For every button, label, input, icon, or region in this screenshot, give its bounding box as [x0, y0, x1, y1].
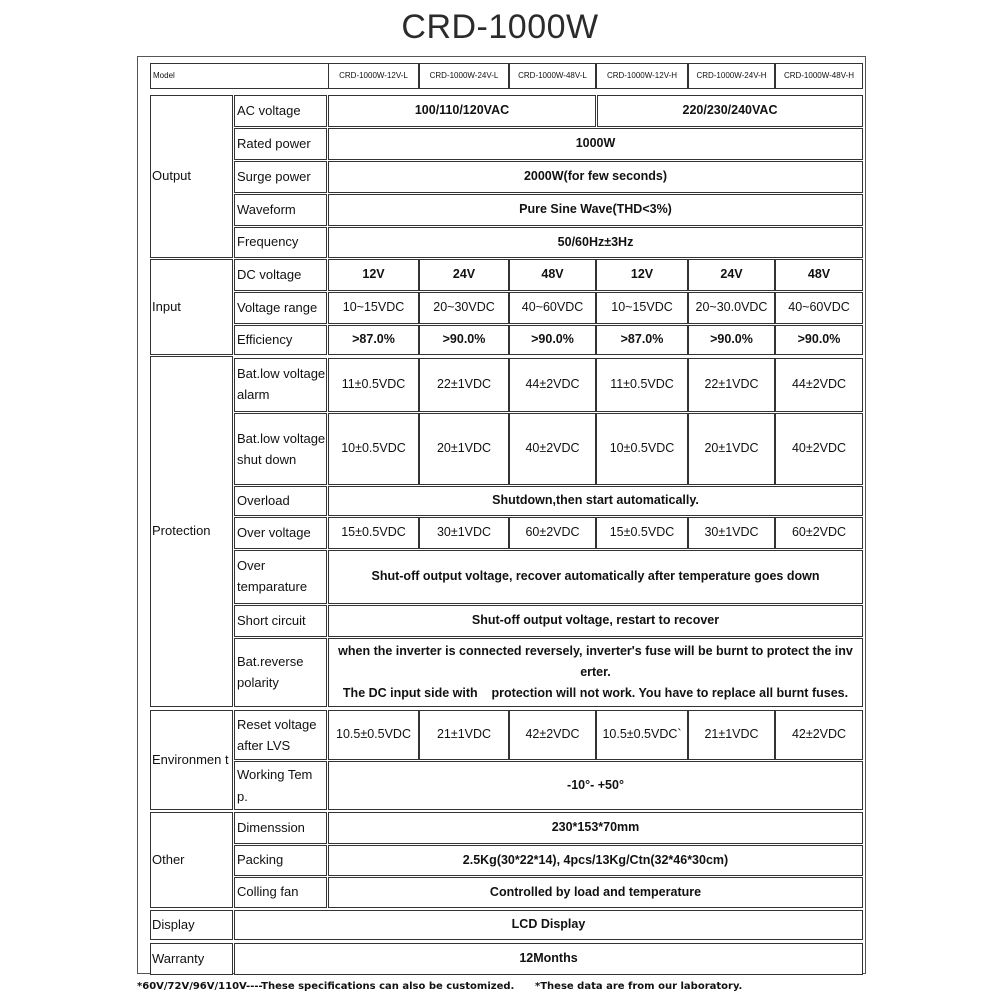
row-label-dc-voltage: DC voltage: [234, 259, 327, 291]
over-voltage-24v-h: 30±1VDC: [688, 517, 775, 549]
display-value: LCD Display: [234, 910, 863, 940]
row-label-rated-power: Rated power: [234, 128, 327, 160]
row-label-voltage-range: Voltage range: [234, 292, 327, 324]
model-header-12v-h: CRD-1000W-12V-H: [596, 63, 688, 89]
model-header-24v-h: CRD-1000W-24V-H: [688, 63, 775, 89]
section-environment: Environmen t: [150, 710, 233, 810]
section-warranty: Warranty: [150, 943, 233, 975]
dc-voltage-24v-h: 24V: [688, 259, 775, 291]
row-label-cooling-fan: Colling fan: [234, 877, 327, 908]
row-label-dimension: Dimenssion: [234, 812, 327, 844]
voltage-range-12v-h: 10~15VDC: [596, 292, 688, 324]
low-shutdown-12v-l: 10±0.5VDC: [328, 413, 419, 485]
dc-voltage-12v-l: 12V: [328, 259, 419, 291]
row-label-over-temperature: Over temparature: [234, 550, 327, 604]
surge-power-value: 2000W(for few seconds): [328, 161, 863, 193]
model-header-label: Model: [150, 63, 462, 89]
rated-power-value: 1000W: [328, 128, 863, 160]
warranty-value: 12Months: [234, 943, 863, 975]
low-alarm-12v-h: 11±0.5VDC: [596, 358, 688, 412]
dimension-value: 230*153*70mm: [328, 812, 863, 844]
low-alarm-48v-h: 44±2VDC: [775, 358, 863, 412]
ac-voltage-low: 100/110/120VAC: [328, 95, 596, 127]
efficiency-48v-h: >90.0%: [775, 325, 863, 355]
reset-voltage-48v-l: 42±2VDC: [509, 710, 596, 760]
row-label-low-shutdown: Bat.low voltage shut down: [234, 413, 327, 485]
section-protection: Protection: [150, 356, 233, 707]
spec-table: [137, 56, 866, 974]
footnote-laboratory: *These data are from our laboratory.: [535, 981, 743, 992]
voltage-range-48v-h: 40~60VDC: [775, 292, 863, 324]
model-header-12v-l: CRD-1000W-12V-L: [328, 63, 419, 89]
packing-value: 2.5Kg(30*22*14), 4pcs/13Kg/Ctn(32*46*30cm): [328, 845, 863, 876]
section-output: Output: [150, 95, 233, 258]
row-label-overload: Overload: [234, 486, 327, 516]
ac-voltage-high: 220/230/240VAC: [597, 95, 863, 127]
row-label-working-temp: Working Tem p.: [234, 761, 327, 810]
reverse-polarity-line2: The DC input side with protection will not work. You have to replace all burnt fuses.: [342, 686, 849, 701]
over-voltage-48v-h: 60±2VDC: [775, 517, 863, 549]
low-shutdown-48v-h: 40±2VDC: [775, 413, 863, 485]
dc-voltage-48v-h: 48V: [775, 259, 863, 291]
section-display: Display: [150, 910, 233, 940]
efficiency-12v-l: >87.0%: [328, 325, 419, 355]
row-label-low-alarm: Bat.low voltage alarm: [234, 358, 327, 412]
row-label-reverse-polarity: Bat.reverse polarity: [234, 638, 327, 707]
reverse-polarity-value: [328, 638, 863, 707]
cooling-fan-value: Controlled by load and temperature: [328, 877, 863, 908]
row-label-frequency: Frequency: [234, 227, 327, 258]
overload-value: Shutdown,then start automatically.: [328, 486, 863, 516]
efficiency-24v-l: >90.0%: [419, 325, 509, 355]
over-voltage-12v-l: 15±0.5VDC: [328, 517, 419, 549]
efficiency-24v-h: >90.0%: [688, 325, 775, 355]
section-other: Other: [150, 812, 233, 908]
reverse-polarity-line1: when the inverter is connected reversely, inverter's fuse will be burnt to protect the inv erter.: [338, 643, 853, 679]
row-label-short-circuit: Short circuit: [234, 605, 327, 637]
row-label-efficiency: Efficiency: [234, 325, 327, 355]
low-alarm-12v-l: 11±0.5VDC: [328, 358, 419, 412]
dc-voltage-24v-l: 24V: [419, 259, 509, 291]
frequency-value: 50/60Hz±3Hz: [328, 227, 863, 258]
over-temperature-value: Shut-off output voltage, recover automatically after temperature goes down: [328, 550, 863, 604]
low-shutdown-12v-h: 10±0.5VDC: [596, 413, 688, 485]
over-voltage-24v-l: 30±1VDC: [419, 517, 509, 549]
footnote-customization: *60V/72V/96V/110V----These specifications can also be customized.: [137, 981, 515, 992]
low-shutdown-24v-h: 20±1VDC: [688, 413, 775, 485]
reset-voltage-24v-l: 21±1VDC: [419, 710, 509, 760]
reset-voltage-12v-h: 10.5±0.5VDC`: [596, 710, 688, 760]
low-alarm-48v-l: 44±2VDC: [509, 358, 596, 412]
dc-voltage-48v-l: 48V: [509, 259, 596, 291]
waveform-value: Pure Sine Wave(THD<3%): [328, 194, 863, 226]
voltage-range-12v-l: 10~15VDC: [328, 292, 419, 324]
model-header-24v-l: CRD-1000W-24V-L: [419, 63, 509, 89]
low-alarm-24v-h: 22±1VDC: [688, 358, 775, 412]
voltage-range-24v-h: 20~30.0VDC: [688, 292, 775, 324]
dc-voltage-12v-h: 12V: [596, 259, 688, 291]
row-label-ac-voltage: AC voltage: [234, 95, 327, 127]
low-shutdown-48v-l: 40±2VDC: [509, 413, 596, 485]
efficiency-12v-h: >87.0%: [596, 325, 688, 355]
row-label-over-voltage: Over voltage: [234, 517, 327, 549]
efficiency-48v-l: >90.0%: [509, 325, 596, 355]
low-alarm-24v-l: 22±1VDC: [419, 358, 509, 412]
over-voltage-48v-l: 60±2VDC: [509, 517, 596, 549]
low-shutdown-24v-l: 20±1VDC: [419, 413, 509, 485]
voltage-range-48v-l: 40~60VDC: [509, 292, 596, 324]
short-circuit-value: Shut-off output voltage, restart to recover: [328, 605, 863, 637]
section-input: Input: [150, 259, 233, 355]
row-label-waveform: Waveform: [234, 194, 327, 226]
reset-voltage-12v-l: 10.5±0.5VDC: [328, 710, 419, 760]
row-label-packing: Packing: [234, 845, 327, 876]
model-header-48v-l: CRD-1000W-48V-L: [509, 63, 596, 89]
page-title: CRD-1000W: [401, 8, 599, 46]
voltage-range-24v-l: 20~30VDC: [419, 292, 509, 324]
row-label-reset-voltage: Reset voltage after LVS: [234, 710, 327, 760]
working-temp-value: -10°- +50°: [328, 761, 863, 810]
reset-voltage-24v-h: 21±1VDC: [688, 710, 775, 760]
reset-voltage-48v-h: 42±2VDC: [775, 710, 863, 760]
over-voltage-12v-h: 15±0.5VDC: [596, 517, 688, 549]
model-header-48v-h: CRD-1000W-48V-H: [775, 63, 863, 89]
row-label-surge-power: Surge power: [234, 161, 327, 193]
